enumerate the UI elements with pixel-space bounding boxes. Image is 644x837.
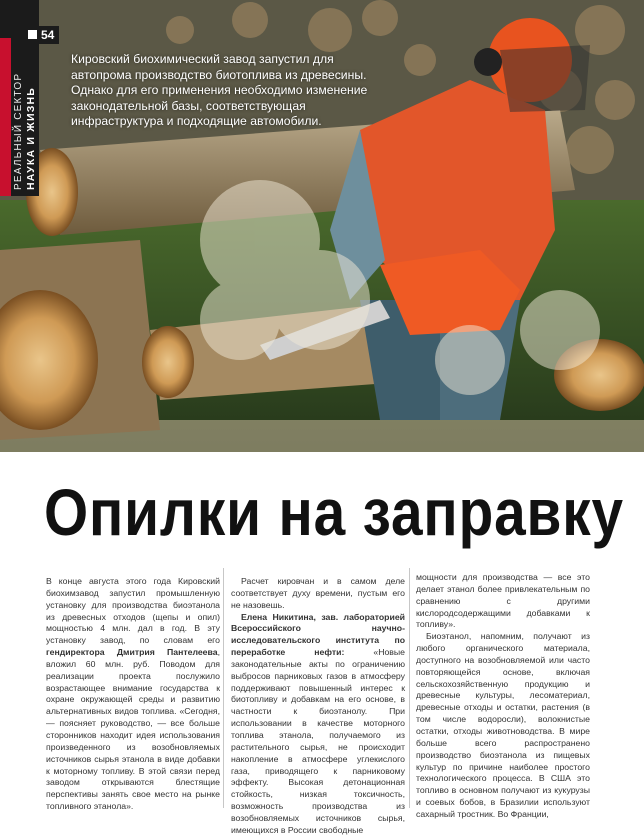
article-headline: Опилки на заправку: [44, 475, 624, 549]
section-label: РЕАЛЬНЫЙ СЕКТОР: [13, 72, 24, 190]
column-divider: [223, 568, 224, 808]
quoted-person: гендиректора Дмитрия Пантелеева: [46, 647, 218, 658]
article-column-1: [46, 576, 220, 813]
page-number: 54: [31, 26, 59, 44]
paragraph: мощности для производства — все это делает этанол более привлекательным по сравнению с другими кислородсодержащими добавками к топливу».: [416, 572, 590, 630]
quoted-person: Елена Никитина, зав. лабораторией Всероссийского научно-исследовательского института по переработке нефти:: [231, 611, 405, 658]
paragraph: [46, 576, 220, 813]
paragraph: Расчет кировчан и в самом деле соответствует духу времени, пустым его не назовешь.: [231, 576, 405, 610]
article-column-2: [231, 576, 405, 837]
paragraph-text: «Новые законодательные акты по ограничению выбросов парниковых газов в атмосферу поддерживают повышенный интерес к биотопливу и добавкам на его основе, в частности к биоэтанолу. При использовании в качестве моторного топлива этанола, получаемого из растительного сырья, не происходит накопление в атмосфере углекислого газа, приводящего к парниковому эффекту. Высокая детонационная стойкость, низкая токсичность, возможность производства из возобновляемых источников сырья, имеющихся в России свободные: [231, 647, 406, 835]
magazine-name: НАУКА И ЖИЗНЬ: [25, 86, 37, 190]
section-rail-accent: [0, 38, 11, 196]
paragraph-text: В конце августа этого года Кировский биохимзавод запустил промышленную установку для производства биоэтанола из древесных отходов (щепы и опил) мощностью 4 млн. дал в год. В эту установку завод, по словам его: [46, 576, 220, 646]
article-column-3: [416, 572, 590, 821]
column-divider: [409, 568, 410, 808]
paragraph-text: , вложил 60 млн. руб. Поводом для реализации проекта послужило возрастающее внимание государства к охране окружающей среды и развитию альтернативных видов топлива. «Сегодня, — поясняет руководство, — все больше сторонников находит идея использования произведенного из возобновляемых источников сырья этанола в виде добавки к моторному топливу. В этой связи перед заводом открываются блестящие перспективы занять свое место на рынке топливного этанола».: [46, 647, 220, 812]
photo-caption: Кировский биохимический завод запустил для автопрома производство биотоплива из древесины. Однако для его применения необходимо изменение законодательной базы, соответствующая инфраструктура и подходящие автомобили.: [71, 52, 368, 129]
paragraph: [231, 612, 405, 837]
paragraph: Биоэтанол, напомним, получают из любого органического материала, доступного на возобновляемой или часто повторяющейся основе, включая сельскохозяйственную продукцию и древесные культуры, лесоматериал, древесные отходы и остатки, растения (в том числе водоросли), волокнистые остатки, отходы животноводства. В мире больше всего распространено производство биоэтанола из пищевых культур по причине наиболее простого технологического процесса. В США это топливо в основном получают из кукурузы и соевых бобов, в Бразилии используют сахарный тростник. Во Франции,: [416, 631, 590, 819]
page-number-marker: [28, 30, 37, 39]
